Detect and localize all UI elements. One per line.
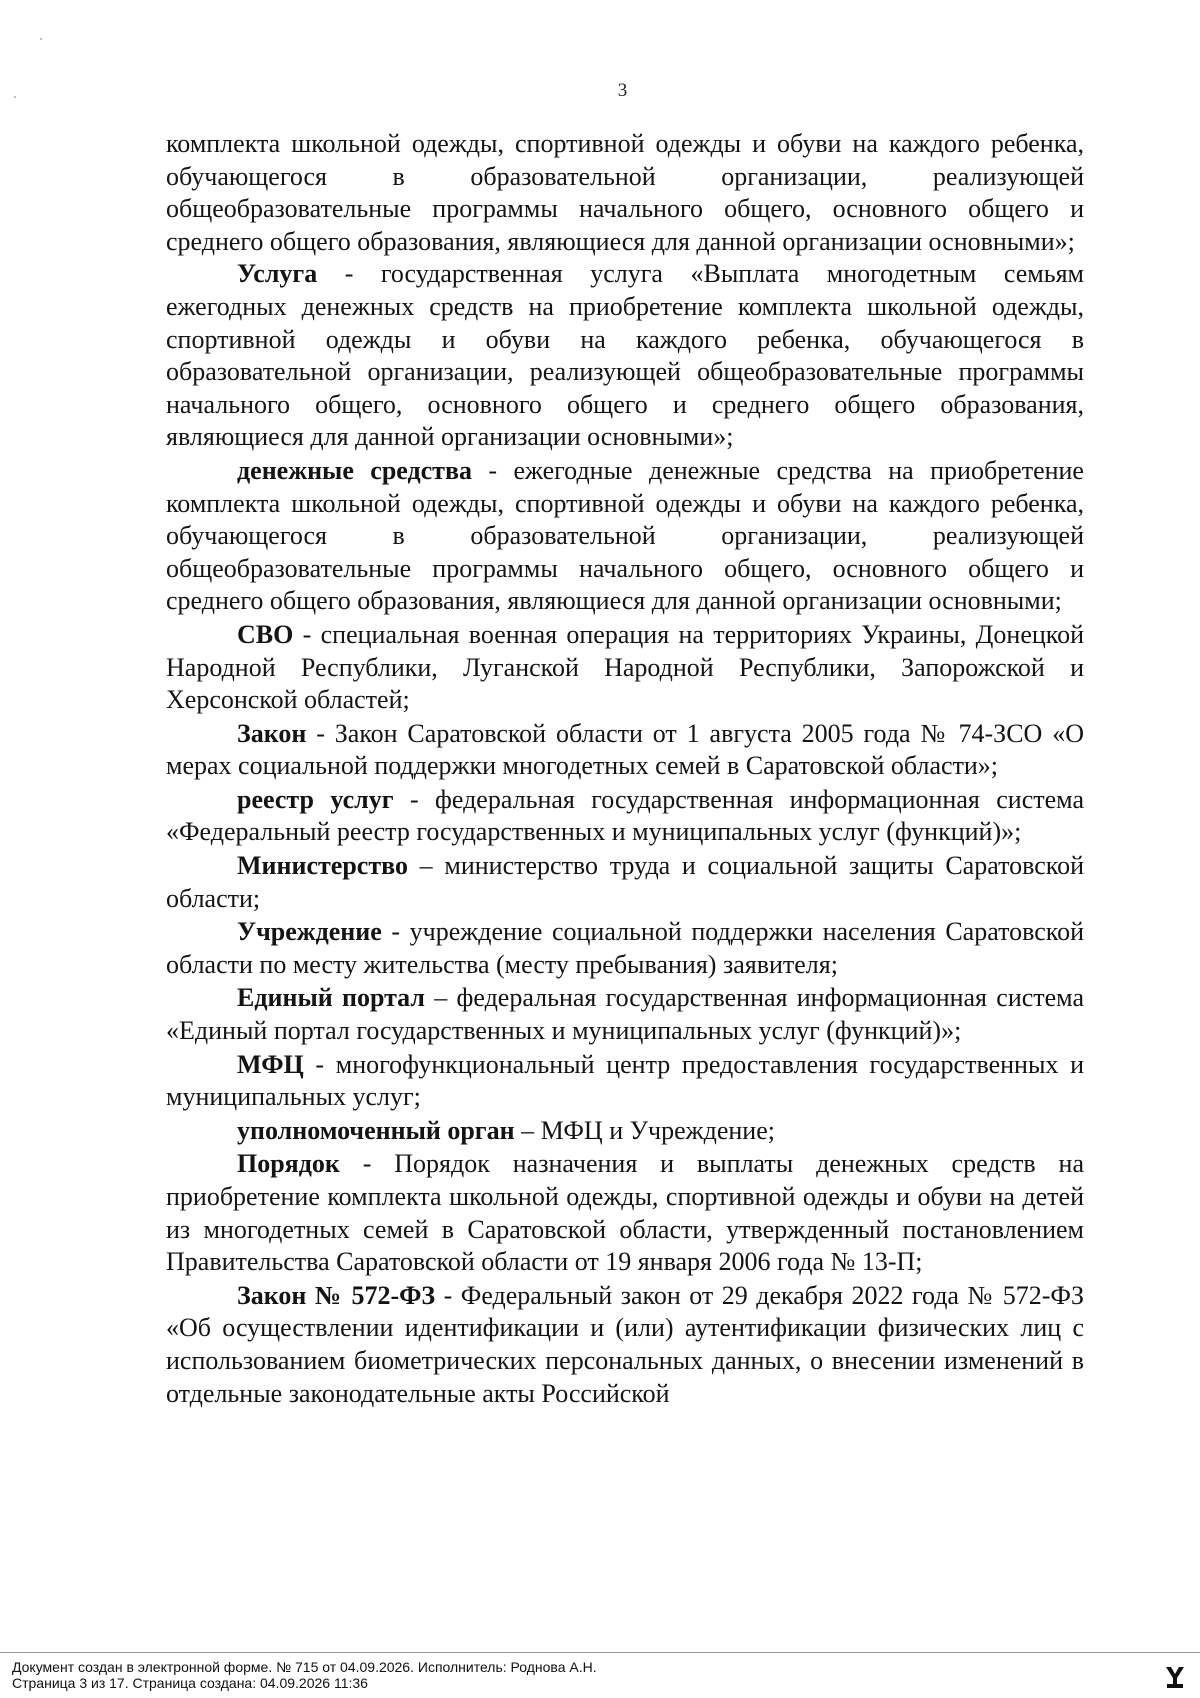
definition-usluga [166,258,1084,454]
definition-separator: - [306,718,335,748]
definition-separator: - [435,1280,461,1310]
definition-text: министерство труда и социальной защиты Саратовской области; [166,851,1084,913]
definition-term: Закон № 572-ФЗ [237,1280,436,1310]
definition-separator: – [514,1115,541,1145]
definition-term: Министерство [237,851,408,881]
definition-zakon [166,718,1084,783]
definition-text: учреждение социальной поддержки населения Саратовской области по месту жительства (месту пребывания) заявителя; [166,917,1084,979]
footer-line-page: Страница 3 из 17. Страница создана: 04.09.2026 11:36 [12,1675,368,1691]
definition-separator: - [393,784,436,814]
definition-ministerstvo [166,850,1084,915]
definition-text: государственная услуга «Выплата многодетным семьям ежегодных денежных средств на приобретение комплекта школьной одежды, спортивной одежды и обуви на каждого ребенка, обучающегося в образовательной организации, реализующей общеобразовательные программы начального общего, основного общего и среднего общего образования, являющиеся для данной организации основными»; [166,259,1084,452]
definition-svo [166,619,1084,717]
definition-reestr-uslug [166,784,1084,849]
definition-text: многофункциональный центр предоставления государственных и муниципальных услуг; [166,1049,1084,1112]
emblem-icon [1164,1664,1186,1690]
definition-separator: – [407,851,445,881]
definition-text: специальная военная операция на территориях Украины, Донецкой Народной Республики, Луганской Народной Республики, Запорожской и Херсонской областей; [166,619,1084,715]
definition-upolnomochennyy-organ [166,1115,1084,1148]
definition-text: ежегодные денежные средства на приобретение комплекта школьной одежды, спортивной одежды и обуви на каждого ребенка, обучающегося в образовательной организации, реализующей общеобразовательные программы начального общего, основного общего и среднего общего образования, являющиеся для данной организации основными; [166,455,1084,616]
document-body [166,128,1084,1410]
definition-text: Порядок назначения и выплаты денежных средств на приобретение комплекта школьной одежды, спортивной одежды и обуви на детей из многодетных семей в Саратовской области, утвержденный постановлением Правительства Саратовской области от 19 января 2006 года № 13-П; [166,1149,1084,1277]
page-number: 3 [617,80,628,101]
definition-term: реестр услуг [237,784,394,814]
definition-separator: - [472,455,514,485]
definition-separator: - [303,1049,336,1079]
definition-term: Порядок [237,1149,340,1179]
definition-term: МФЦ [237,1049,304,1079]
definition-poryadok [166,1148,1084,1278]
definition-separator: - [293,619,321,649]
definition-term: денежные средства [237,455,472,485]
footer-line-document: Документ создан в электронной форме. № 715 от 04.09.2026. Исполнитель: Роднова А.Н. [12,1659,597,1675]
definition-text: Федеральный закон от 29 декабря 2022 года № 572-ФЗ «Об осуществлении идентификации и (или) аутентификации физических лиц с использованием биометрических персональных данных, о внесении изменений в отдельные законодательные акты Российской [166,1280,1084,1408]
definition-edinyy-portal [166,982,1084,1047]
definition-term: Учреждение [237,917,382,947]
definition-term: уполномоченный орган [237,1115,515,1145]
definition-separator: - [339,1149,395,1179]
definition-text: МФЦ и Учреждение; [540,1115,775,1145]
definition-term: СВО [237,619,294,649]
definition-text: федеральная государственная информационная система «Федеральный реестр государственных и муниципальных услуг (функций)»; [166,784,1084,847]
definition-text: федеральная государственная информационная система «Единый портал государственных и муниципальных услуг (функций)»; [166,983,1084,1046]
definition-term: Услуга [237,259,318,289]
definition-denezhnye-sredstva [166,455,1084,618]
definition-uchrezhdenie [166,916,1084,981]
document-footer [12,1659,597,1691]
definition-separator: – [425,983,457,1013]
definition-term: Единый портал [237,983,425,1013]
definition-term: Закон [237,718,307,748]
footer-divider [0,1652,1200,1653]
definition-separator: - [317,259,381,289]
definition-zakon-572-fz [166,1280,1084,1410]
definition-text: Закон Саратовской области от 1 августа 2005 года № 74-ЗСО «О мерах социальной поддержки многодетных семей в Саратовской области»; [166,718,1084,781]
scan-speck [40,38,42,40]
definition-separator: - [381,917,410,947]
lead-paragraph: комплекта школьной одежды, спортивной одежды и обуви на каждого ребенка, обучающегося в образовательной организации, реализующей общеобразовательные программы начального общего, основного общего и среднего общего образования, являющиеся для данной организации основными»; [166,129,1084,256]
definition-mfc [166,1049,1084,1114]
